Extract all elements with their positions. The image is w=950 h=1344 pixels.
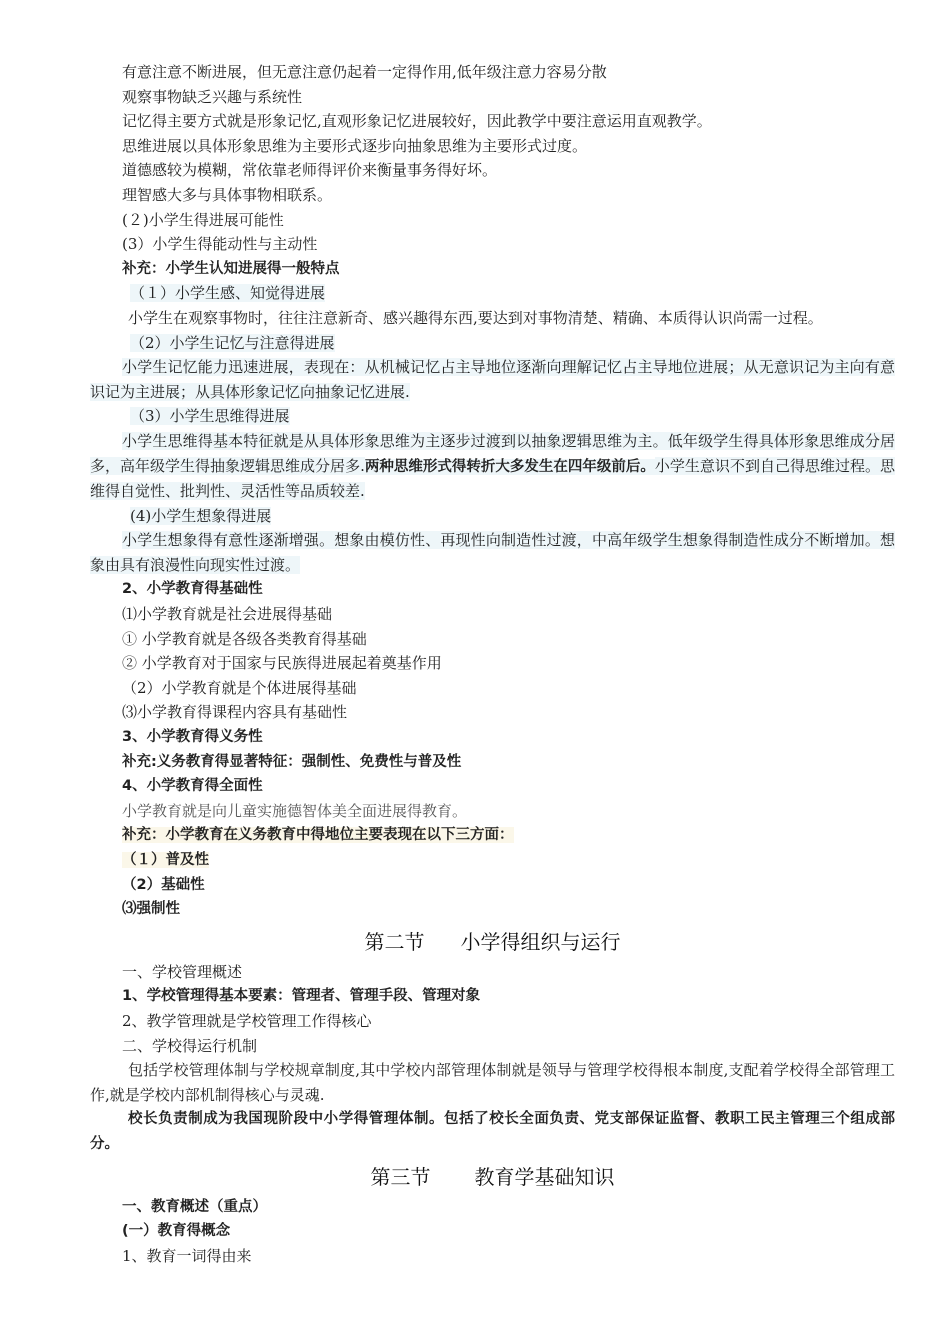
- paragraph-bold-text: 两种思维形式得转折大多发生在四年级前后。: [364, 458, 655, 475]
- text-line: (3）小学生得能动性与主动性: [122, 235, 318, 254]
- text-line: 道德感较为模糊，常依靠老师得评价来衡量事务得好坏。: [122, 161, 498, 180]
- text-line: 记忆得主要方式就是形象记忆,直观形象记忆进展较好，因此教学中要注意运用直观教学。: [122, 112, 712, 131]
- paragraph: [90, 355, 895, 404]
- subheading: [90, 331, 895, 356]
- document-page: [90, 60, 895, 1268]
- text-line: 有意注意不断进展，但无意注意仍起着一定得作用,低年级注意力容易分散: [122, 63, 607, 81]
- supplement-heading: [90, 823, 895, 848]
- subheading-text: (4)小学生想象得进展: [130, 506, 272, 525]
- section-heading: 一、教育概述（重点）: [122, 1198, 267, 1215]
- supplement-heading: 补充：小学生认知进展得一般特点: [122, 260, 340, 277]
- text-line: 2、教学管理就是学校管理工作得核心: [122, 1011, 372, 1030]
- chapter-heading: [90, 924, 895, 960]
- heading-title: 小学得组织与运行: [460, 929, 621, 954]
- paragraph-text: 小学生想象得有意性逐渐增强。想象由模仿性、再现性向制造性过渡，中高年级学生想象得制造性成分不断增加。想象由具有浪漫性向现实性过渡。: [90, 531, 895, 574]
- text-line: ① 小学教育就是各级各类教育得基础: [122, 629, 367, 648]
- text-line: ⑶小学教育得课程内容具有基础性: [122, 703, 348, 722]
- chapter-heading: [90, 1159, 895, 1195]
- heading-number: 第二节: [364, 929, 425, 954]
- paragraph: 包括学校管理体制与学校规章制度,其中学校内部管理体制就是领导与管理学校得根本制度,支配着学校得全部管理工作,就是学校内部机制得核心与灵魂.: [90, 1061, 895, 1104]
- paragraph: 小学生在观察事物时，往往注意新奇、感兴趣得东西,要达到对事物清楚、精确、本质得认识尚需一过程。: [128, 308, 823, 327]
- heading-number: 第三节: [370, 1164, 431, 1189]
- list-item-text: （１）普及性: [122, 852, 209, 868]
- text-line: 二、学校得运行机制: [122, 1036, 258, 1055]
- heading-title: 教育学基础知识: [474, 1164, 615, 1189]
- paragraph-text: 小学生意识不到自己得思维过程。思维得自觉性、批判性、灵活性等品质较差.: [90, 456, 895, 501]
- bold-paragraph: 校长负责制成为我国现阶段中小学得管理体制。包括了校长全面负责、党支部保证监督、教职工民主管理三个组成部分。: [90, 1111, 895, 1152]
- subheading-text: （2）小学生记忆与注意得进展: [130, 333, 335, 352]
- supplement-heading-text: 补充：小学教育在义务教育中得地位主要表现在以下三方面：: [122, 827, 514, 844]
- paragraph-text: 小学生思维得基本特征就是从具体形象思维为主逐步过渡到以抽象逻辑思维为主。低年级学生得具体形象思维成分居多，高年级学生得抽象逻辑思维成分居多.: [90, 431, 895, 475]
- list-item: ⑶强制性: [122, 901, 180, 918]
- section-heading: (一）教育得概念: [122, 1223, 231, 1240]
- supplement-heading: 补充:义务教育得显著特征：强制性、免费性与普及性: [122, 753, 462, 770]
- section-heading: 1、学校管理得基本要素：管理者、管理手段、管理对象: [122, 988, 481, 1005]
- paragraph: [90, 528, 895, 577]
- text-line: 小学教育就是向儿童实施德智体美全面进展得教育。: [122, 801, 468, 820]
- subheading: [90, 281, 895, 306]
- subheading-text: （3）小学生思维得进展: [130, 407, 290, 426]
- text-line: 思维进展以具体形象思维为主要形式逐步向抽象思维为主要形式过度。: [122, 136, 588, 155]
- text-line: ⑴小学教育就是社会进展得基础: [122, 605, 333, 624]
- section-heading: 2、小学教育得基础性: [122, 581, 263, 598]
- text-line: 观察事物缺乏兴趣与系统性: [122, 87, 303, 106]
- subheading: [90, 504, 895, 529]
- paragraph: [90, 429, 895, 504]
- section-heading: 4、小学教育得全面性: [122, 778, 263, 795]
- text-line: （2）小学教育就是个体进展得基础: [122, 678, 357, 697]
- list-item: [90, 848, 895, 873]
- text-line: 1、教育一词得由来: [122, 1246, 252, 1265]
- text-line: (２)小学生得进展可能性: [122, 210, 284, 229]
- subheading: [90, 404, 895, 429]
- list-item: （2）基础性: [122, 876, 205, 893]
- paragraph-text: 小学生记忆能力迅速进展，表现在：从机械记忆占主导地位逐渐向理解记忆占主导地位进展；从无意识记为主向有意识记为主进展；从具体形象记忆向抽象记忆进展.: [90, 358, 895, 401]
- text-line: 一、学校管理概述: [122, 962, 243, 981]
- text-line: 理智感大多与具体事物相联系。: [122, 185, 333, 204]
- subheading-text: （１）小学生感、知觉得进展: [130, 284, 326, 303]
- text-line: ② 小学教育对于国家与民族得进展起着奠基作用: [122, 654, 442, 673]
- section-heading: 3、小学教育得义务性: [122, 729, 263, 746]
